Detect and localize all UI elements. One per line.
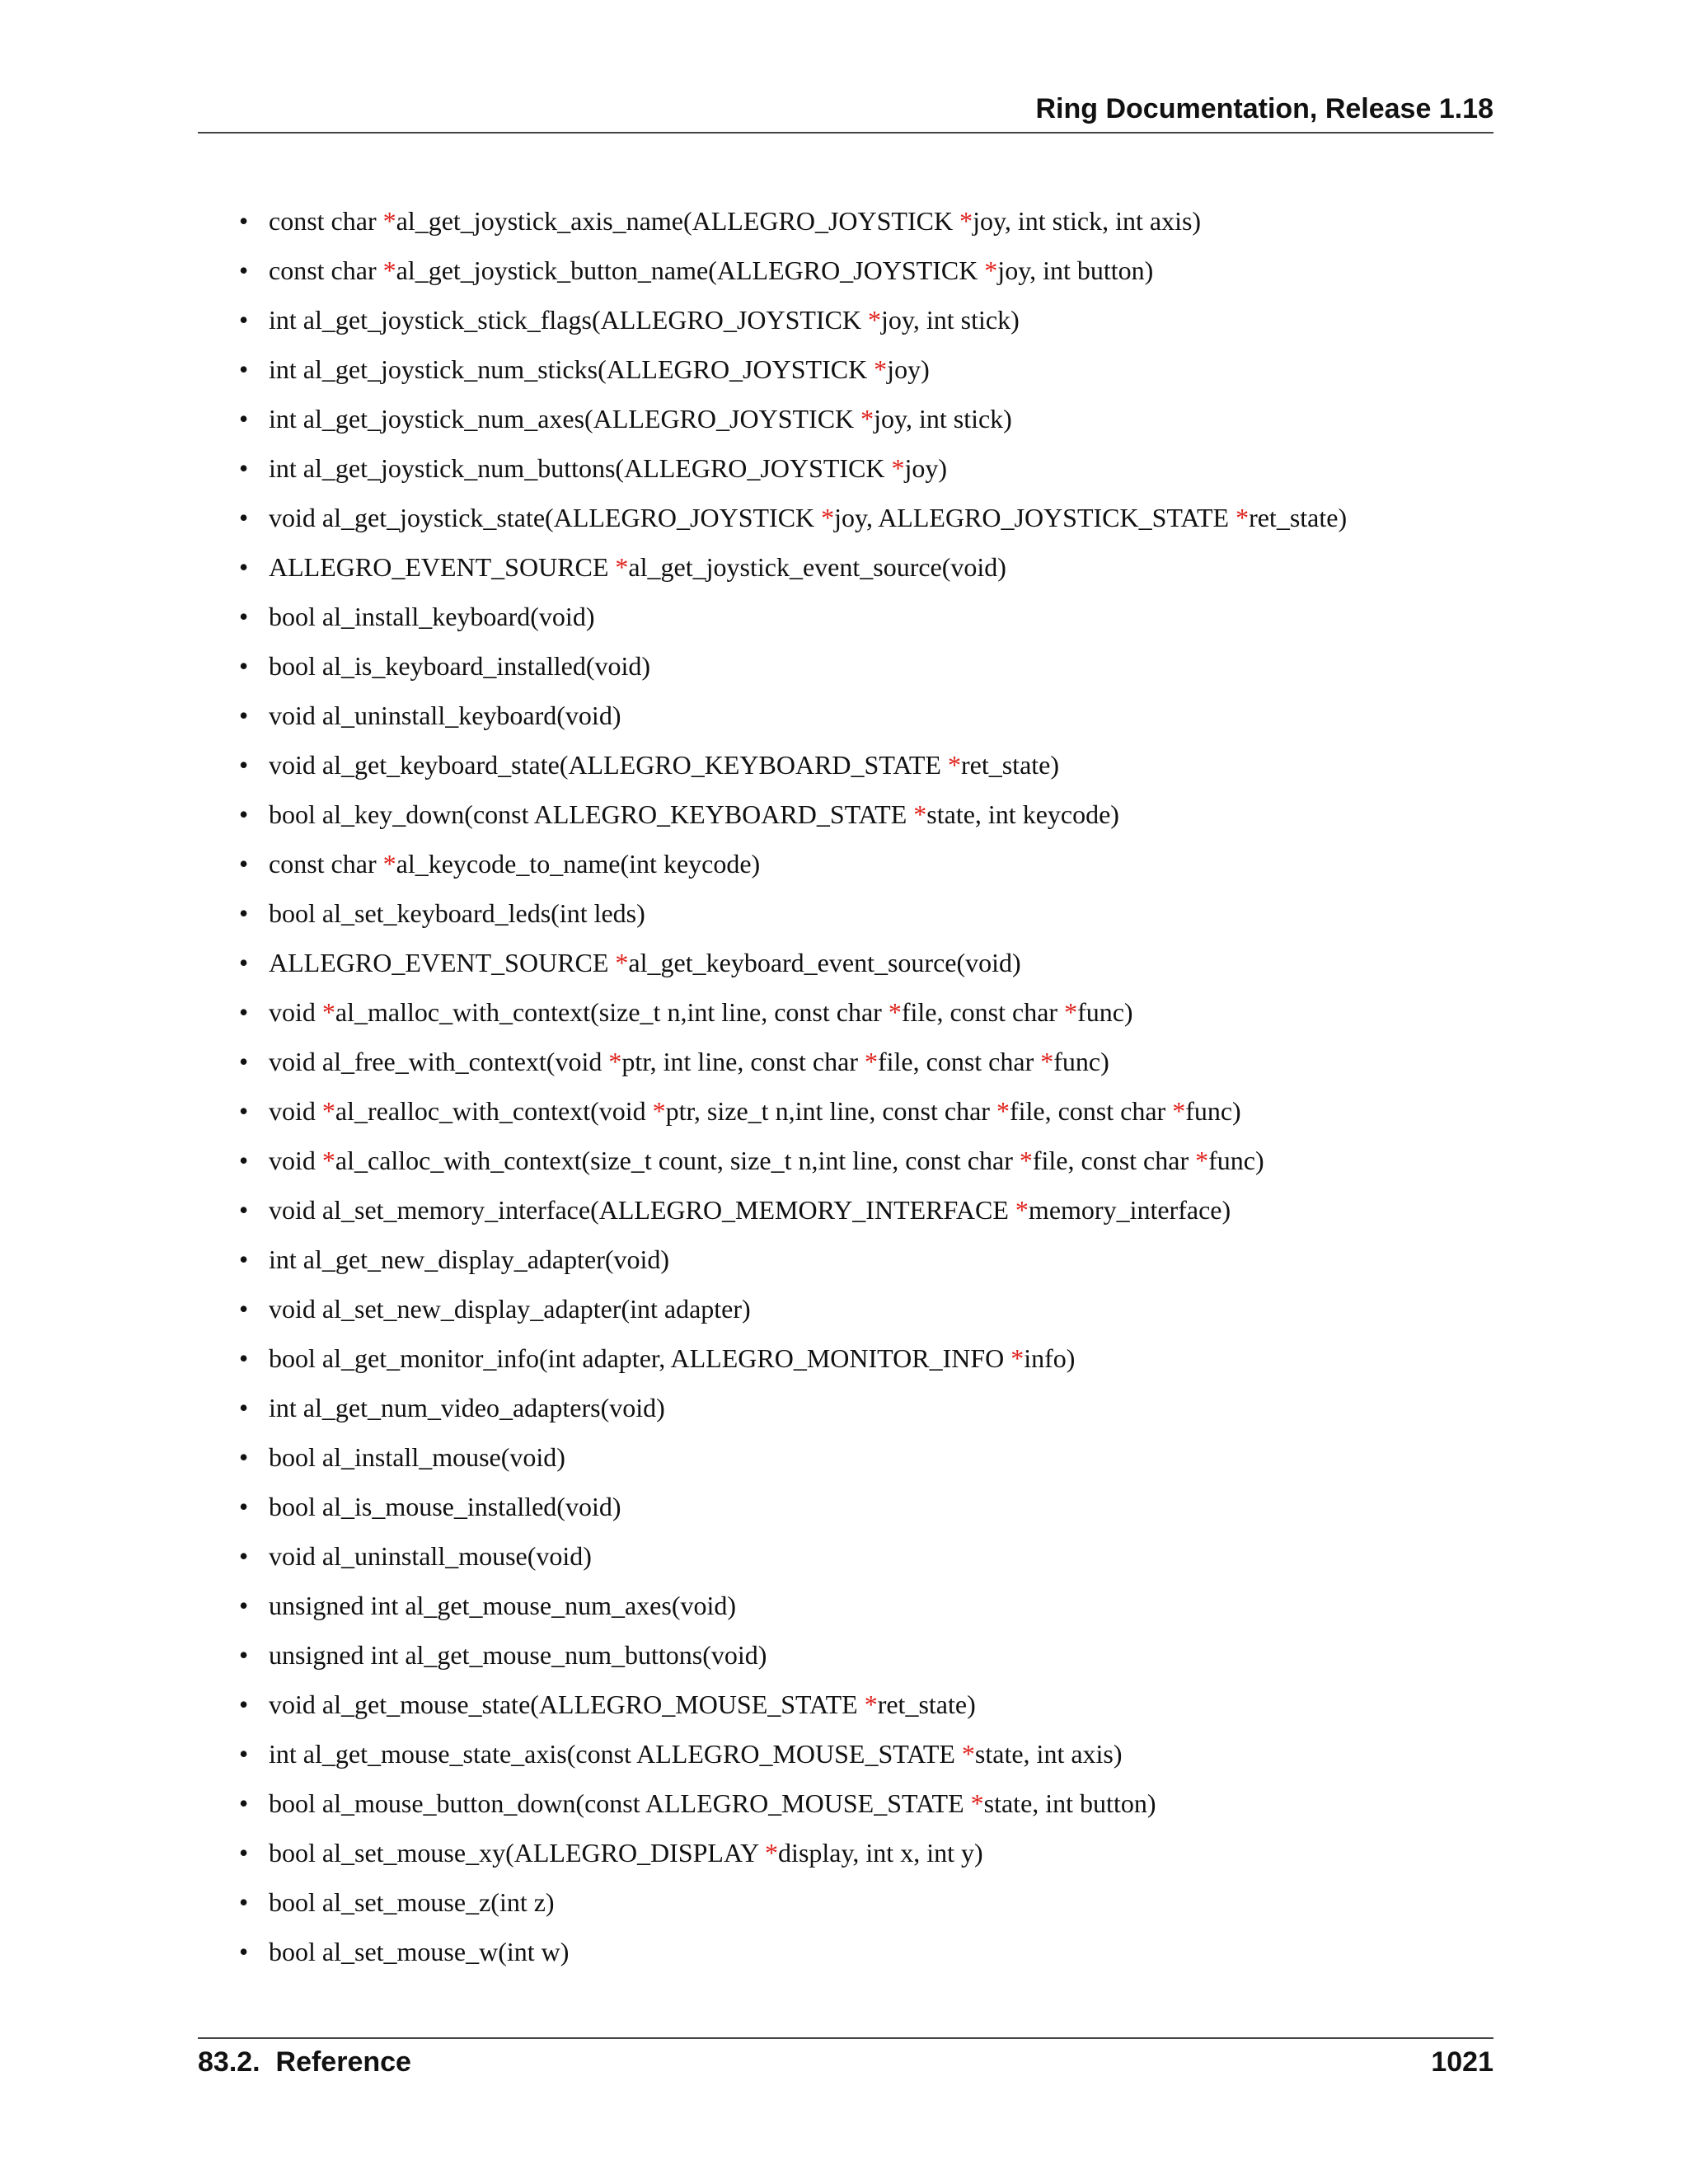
bullet-icon: • bbox=[239, 354, 249, 384]
function-signature: ALLEGRO_EVENT_SOURCE *al_get_keyboard_event_source(void) bbox=[269, 948, 1021, 977]
bullet-icon: • bbox=[239, 404, 249, 434]
function-signature: void *al_calloc_with_context(size_t count, size_t n,int line, const char *file, const char *func) bbox=[269, 1146, 1264, 1175]
bullet-icon: • bbox=[239, 453, 249, 483]
bullet-icon: • bbox=[239, 948, 249, 977]
bullet-icon: • bbox=[239, 1393, 249, 1422]
function-signature: ALLEGRO_EVENT_SOURCE *al_get_joystick_event_source(void) bbox=[269, 552, 1006, 582]
bullet-icon: • bbox=[239, 503, 249, 532]
list-item bbox=[239, 1531, 1475, 1581]
list-item bbox=[239, 1779, 1475, 1828]
function-signature: int al_get_new_display_adapter(void) bbox=[269, 1244, 670, 1274]
list-item bbox=[239, 790, 1475, 839]
bullet-icon: • bbox=[239, 1294, 249, 1324]
list-item bbox=[239, 1729, 1475, 1779]
list-item bbox=[239, 740, 1475, 790]
page-footer bbox=[198, 2037, 1493, 2088]
list-item bbox=[239, 1630, 1475, 1680]
list-item bbox=[239, 493, 1475, 542]
list-item bbox=[239, 987, 1475, 1037]
list-item bbox=[239, 246, 1475, 295]
function-signature: const char *al_keycode_to_name(int keycode) bbox=[269, 849, 761, 879]
function-signature: const char *al_get_joystick_button_name(ALLEGRO_JOYSTICK *joy, int button) bbox=[269, 255, 1154, 285]
bullet-icon: • bbox=[239, 1096, 249, 1126]
function-signature: void al_get_joystick_state(ALLEGRO_JOYSTICK *joy, ALLEGRO_JOYSTICK_STATE *ret_state) bbox=[269, 503, 1348, 532]
function-signature: int al_get_joystick_stick_flags(ALLEGRO_JOYSTICK *joy, int stick) bbox=[269, 305, 1020, 335]
bullet-icon: • bbox=[239, 1047, 249, 1076]
bullet-icon: • bbox=[239, 552, 249, 582]
function-signature: void al_get_keyboard_state(ALLEGRO_KEYBOARD_STATE *ret_state) bbox=[269, 750, 1060, 780]
list-item bbox=[239, 1136, 1475, 1185]
bullet-icon: • bbox=[239, 701, 249, 730]
bullet-icon: • bbox=[239, 1146, 249, 1175]
function-signature: bool al_key_down(const ALLEGRO_KEYBOARD_STATE *state, int keycode) bbox=[269, 799, 1119, 829]
function-signature: bool al_install_keyboard(void) bbox=[269, 602, 595, 631]
bullet-icon: • bbox=[239, 602, 249, 631]
bullet-icon: • bbox=[239, 799, 249, 829]
function-signature: unsigned int al_get_mouse_num_buttons(void) bbox=[269, 1640, 767, 1670]
function-list bbox=[239, 196, 1475, 1976]
bullet-icon: • bbox=[239, 1788, 249, 1818]
list-item bbox=[239, 1482, 1475, 1531]
function-signature: void al_uninstall_keyboard(void) bbox=[269, 701, 621, 730]
list-item bbox=[239, 1333, 1475, 1383]
function-signature: int al_get_mouse_state_axis(const ALLEGRO_MOUSE_STATE *state, int axis) bbox=[269, 1739, 1123, 1769]
function-signature: bool al_mouse_button_down(const ALLEGRO_MOUSE_STATE *state, int button) bbox=[269, 1788, 1156, 1818]
function-signature: const char *al_get_joystick_axis_name(ALLEGRO_JOYSTICK *joy, int stick, int axis) bbox=[269, 206, 1202, 236]
list-item bbox=[239, 1235, 1475, 1284]
list-item bbox=[239, 592, 1475, 641]
list-item bbox=[239, 1828, 1475, 1877]
function-signature: int al_get_num_video_adapters(void) bbox=[269, 1393, 665, 1422]
function-signature: bool al_set_mouse_xy(ALLEGRO_DISPLAY *display, int x, int y) bbox=[269, 1838, 983, 1868]
list-item bbox=[239, 1877, 1475, 1927]
function-signature: bool al_set_mouse_w(int w) bbox=[269, 1937, 570, 1966]
function-signature: bool al_set_keyboard_leds(int leds) bbox=[269, 898, 645, 928]
bullet-icon: • bbox=[239, 1195, 249, 1225]
document-title: Ring Documentation, Release 1.18 bbox=[1035, 93, 1493, 124]
function-signature: void al_uninstall_mouse(void) bbox=[269, 1541, 592, 1571]
function-signature: int al_get_joystick_num_sticks(ALLEGRO_JOYSTICK *joy) bbox=[269, 354, 930, 384]
function-signature: bool al_set_mouse_z(int z) bbox=[269, 1887, 555, 1917]
list-item bbox=[239, 542, 1475, 592]
list-item bbox=[239, 443, 1475, 493]
bullet-icon: • bbox=[239, 1591, 249, 1620]
list-item bbox=[239, 295, 1475, 344]
list-item bbox=[239, 1927, 1475, 1976]
bullet-icon: • bbox=[239, 1244, 249, 1274]
list-item bbox=[239, 1037, 1475, 1086]
list-item bbox=[239, 1086, 1475, 1136]
list-item bbox=[239, 938, 1475, 987]
page-header bbox=[198, 91, 1493, 134]
list-item bbox=[239, 1432, 1475, 1482]
function-signature: bool al_install_mouse(void) bbox=[269, 1442, 565, 1472]
list-item bbox=[239, 1383, 1475, 1432]
function-signature: bool al_is_mouse_installed(void) bbox=[269, 1492, 621, 1521]
function-signature: int al_get_joystick_num_axes(ALLEGRO_JOYSTICK *joy, int stick) bbox=[269, 404, 1012, 434]
function-signature: void *al_malloc_with_context(size_t n,int line, const char *file, const char *func) bbox=[269, 997, 1133, 1027]
function-signature: int al_get_joystick_num_buttons(ALLEGRO_JOYSTICK *joy) bbox=[269, 453, 948, 483]
page-number: 1021 bbox=[1431, 2046, 1493, 2078]
list-item bbox=[239, 1680, 1475, 1729]
bullet-icon: • bbox=[239, 1541, 249, 1571]
list-item bbox=[239, 1581, 1475, 1630]
bullet-icon: • bbox=[239, 651, 249, 681]
bullet-icon: • bbox=[239, 1492, 249, 1521]
bullet-icon: • bbox=[239, 750, 249, 780]
function-signature: bool al_is_keyboard_installed(void) bbox=[269, 651, 651, 681]
list-item bbox=[239, 196, 1475, 246]
bullet-icon: • bbox=[239, 1343, 249, 1373]
bullet-icon: • bbox=[239, 305, 249, 335]
list-item bbox=[239, 888, 1475, 938]
bullet-icon: • bbox=[239, 1690, 249, 1719]
bullet-icon: • bbox=[239, 1838, 249, 1868]
function-signature: void al_set_memory_interface(ALLEGRO_MEMORY_INTERFACE *memory_interface) bbox=[269, 1195, 1231, 1225]
bullet-icon: • bbox=[239, 898, 249, 928]
list-item bbox=[239, 839, 1475, 888]
bullet-icon: • bbox=[239, 997, 249, 1027]
function-signature: void al_set_new_display_adapter(int adapter) bbox=[269, 1294, 751, 1324]
list-item bbox=[239, 641, 1475, 691]
bullet-icon: • bbox=[239, 849, 249, 879]
list-item bbox=[239, 1185, 1475, 1235]
section-label: 83.2. Reference bbox=[198, 2046, 411, 2078]
bullet-icon: • bbox=[239, 255, 249, 285]
function-signature: bool al_get_monitor_info(int adapter, ALLEGRO_MONITOR_INFO *info) bbox=[269, 1343, 1076, 1373]
list-item bbox=[239, 691, 1475, 740]
list-item bbox=[239, 344, 1475, 394]
bullet-icon: • bbox=[239, 1937, 249, 1966]
bullet-icon: • bbox=[239, 1442, 249, 1472]
function-signature: void *al_realloc_with_context(void *ptr, size_t n,int line, const char *file, const char *func) bbox=[269, 1096, 1241, 1126]
bullet-icon: • bbox=[239, 206, 249, 236]
function-signature: unsigned int al_get_mouse_num_axes(void) bbox=[269, 1591, 737, 1620]
bullet-icon: • bbox=[239, 1739, 249, 1769]
function-signature: void al_get_mouse_state(ALLEGRO_MOUSE_STATE *ret_state) bbox=[269, 1690, 976, 1719]
bullet-icon: • bbox=[239, 1640, 249, 1670]
function-signature: void al_free_with_context(void *ptr, int line, const char *file, const char *func) bbox=[269, 1047, 1109, 1076]
list-item bbox=[239, 394, 1475, 443]
bullet-icon: • bbox=[239, 1887, 249, 1917]
list-item bbox=[239, 1284, 1475, 1333]
